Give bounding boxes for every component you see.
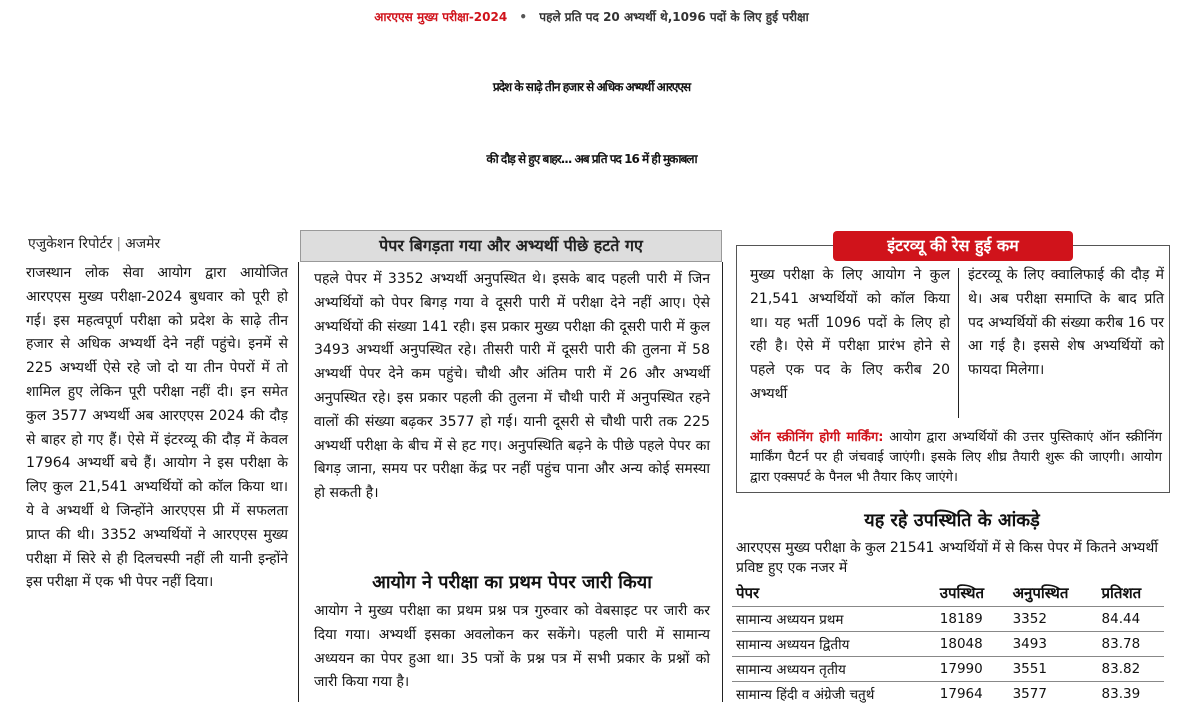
row-present: 17964 bbox=[939, 686, 983, 702]
row-present: 17990 bbox=[939, 661, 983, 677]
interview-badge: इंटरव्यू की रेस हुई कम bbox=[833, 231, 1073, 261]
screening-note-lead: ऑन स्क्रीनिंग होगी मार्किंग: bbox=[750, 430, 884, 445]
kicker-text: पहले प्रति पद 20 अभ्यर्थी थे,1096 पदों के लिए हुई परीक्षा bbox=[539, 10, 809, 24]
row-percent: 83.82 bbox=[1101, 661, 1141, 677]
attendance-table bbox=[732, 580, 1164, 706]
interview-left-text: मुख्य परीक्षा के लिए आयोग ने कुल 21,541 अभ्यर्थियों को कॉल किया था। यह भर्ती 1096 पदों के लिए हो रही है। ऐसे में परीक्षा प्रारंभ होने से पहले एक पद के लिए करीब 20 अभ्यर्थी bbox=[750, 267, 950, 402]
column-2-body: पहले पेपर में 3352 अभ्यर्थी अनुपस्थित थे। इसके बाद पहली पारी में जिन अभ्यर्थियों को पेपर बिगड़ गया वे दूसरी पारी में परीक्षा देने नहीं आए। ऐसे अभ्यर्थियों की संख्या 141 रही। इस प्रकार मुख्य परीक्षा की दूसरी पारी में कुल 3493 अभ्यर्थी अनुपस्थित रहे। तीसरी पारी में दूसरी पारी की तुलना में 58 अभ्यर्थी पेपर देने कम पहुंचे। चौथी और अंतिम पारी में 26 और अभ्यर्थी अनुपस्थित रहे। इस प्रकार पहली की तुलना में चौथी पारी में अनुपस्थित रहने वालों की संख्या बढ़कर 3577 हो गई। यानी दूसरी से चौथी पारी तक 225 अभ्यर्थी परीक्षा के बीच में से हट गए। अनुपस्थिति बढ़ने के पीछे पहले पेपर का बिगड़ जाना, समय पर परीक्षा केंद्र पर नहीं पहुंच पाना और अन्य कोई समस्या हो सकती है। bbox=[314, 271, 710, 502]
row-present: 18048 bbox=[939, 636, 983, 652]
byline-separator: | bbox=[116, 236, 122, 252]
byline-reporter: एजुकेशन रिपोर्टर bbox=[28, 236, 113, 252]
row-absent: 3577 bbox=[1012, 686, 1047, 702]
stats-intro: आरएएस मुख्य परीक्षा के कुल 21541 अभ्यर्थियों में से किस पेपर में कितने अभ्यर्थी प्रविष्ट हुए एक नजर में bbox=[736, 540, 1158, 576]
column-divider-1 bbox=[298, 262, 299, 702]
row-absent: 3551 bbox=[1012, 661, 1047, 677]
headline-line-1: प्रदेश के साढ़े तीन हजार से अधिक अभ्यर्थी आरएएस bbox=[492, 80, 691, 94]
screening-note-text: आयोग द्वारा अभ्यर्थियों की उत्तर पुस्तिकाएं ऑन स्क्रीनिंग मार्किंग पैटर्न पर ही जंचवाई जाएंगी। इसके लिए शीघ्र तैयारी शुरू की जाएगी। आयोग द्वारा एक्सपर्ट के पैनल भी तैयार किए जाएंगे। bbox=[750, 430, 1162, 485]
row-paper: सामान्य हिंदी व अंग्रेजी चतुर्थ bbox=[736, 687, 875, 703]
header-paper: पेपर bbox=[736, 584, 760, 602]
column-2-subheading: आयोग ने परीक्षा का प्रथम पेपर जारी किया bbox=[372, 572, 652, 593]
table-row bbox=[732, 657, 1164, 682]
row-absent: 3352 bbox=[1012, 611, 1047, 627]
row-percent: 83.39 bbox=[1101, 686, 1141, 702]
column-2-subbody: आयोग ने मुख्य परीक्षा का प्रथम प्रश्न पत्र गुरुवार को वेबसाइट पर जारी कर दिया गया। अभ्यर्थी इसका अवलोकन कर सकेंगे। पहली पारी में सामान्य अध्ययन का पेपर हुआ था। 35 पत्रों के प्रश्न पत्र में सभी प्रकार के प्रश्नों को जारी किया गया है। bbox=[314, 603, 710, 691]
row-paper: सामान्य अध्ययन तृतीय bbox=[736, 662, 846, 678]
row-absent: 3493 bbox=[1012, 636, 1047, 652]
byline-place: अजमेर bbox=[125, 236, 161, 252]
screening-note bbox=[750, 428, 1162, 488]
table-row bbox=[732, 632, 1164, 657]
row-present: 18189 bbox=[939, 611, 983, 627]
column-2-heading: पेपर बिगड़ता गया और अभ्यर्थी पीछे हटते गए bbox=[300, 230, 722, 262]
attendance-table-header bbox=[732, 580, 1164, 607]
table-row bbox=[732, 607, 1164, 632]
row-percent: 83.78 bbox=[1101, 636, 1141, 652]
table-row bbox=[732, 682, 1164, 707]
column-divider-2 bbox=[722, 262, 723, 702]
byline bbox=[28, 234, 160, 253]
kicker bbox=[0, 8, 1183, 25]
interview-divider bbox=[958, 268, 959, 418]
row-percent: 84.44 bbox=[1101, 611, 1141, 627]
row-paper: सामान्य अध्ययन द्वितीय bbox=[736, 637, 850, 653]
kicker-bullet: • bbox=[519, 10, 528, 24]
header-percent: प्रतिशत bbox=[1101, 584, 1142, 602]
header-absent: अनुपस्थित bbox=[1012, 584, 1069, 602]
row-paper: सामान्य अध्ययन प्रथम bbox=[736, 612, 844, 628]
headline-line-2: की दौड़ से हुए बाहर... अब प्रति पद 16 में ही मुकाबला bbox=[486, 152, 697, 166]
column-1-body: राजस्थान लोक सेवा आयोग द्वारा आयोजित आरएएस मुख्य परीक्षा-2024 बुधवार को पूरी हो गई। इस महत्वपूर्ण परीक्षा को प्रदेश के साढ़े तीन हजार से अधिक अभ्यर्थी देने नहीं पहुंचे। इनमें से 225 अभ्यर्थी ऐसे रहे जो दो या तीन पेपरों में तो शामिल हुए लेकिन पूरी परीक्षा नहीं दी। इन समेत कुल 3577 अभ्यर्थी अब आरएएस 2024 की दौड़ से बाहर हो गए हैं। ऐसे में इंटरव्यू की दौड़ में केवल 17964 अभ्यर्थी बचे हैं। आयोग ने इस परीक्षा के लिए कुल 21,541 अभ्यर्थियों को कॉल किया था। ये वे अभ्यर्थी थे जिन्होंने आरएएस प्री में सफलता प्राप्त की थी। 3352 अभ्यर्थियों ने आरएएस मुख्य परीक्षा में सिरे से ही दिलचस्पी नहीं ली यानी इन्होंने इस परीक्षा में एक भी पेपर नहीं दिया। bbox=[26, 265, 288, 591]
stats-title: यह रहे उपस्थिति के आंकड़े bbox=[864, 510, 1040, 531]
header-present: उपस्थित bbox=[939, 584, 985, 602]
kicker-tag: आरएएस मुख्य परीक्षा-2024 bbox=[374, 10, 508, 24]
interview-right-text: इंटरव्यू के लिए क्वालिफाई की दौड़ में थे। अब परीक्षा समाप्ति के बाद प्रति पद अभ्यर्थियों की संख्या करीब 16 पर आ गई है। इससे शेष अभ्यर्थियों को फायदा मिलेगा। bbox=[968, 267, 1164, 379]
